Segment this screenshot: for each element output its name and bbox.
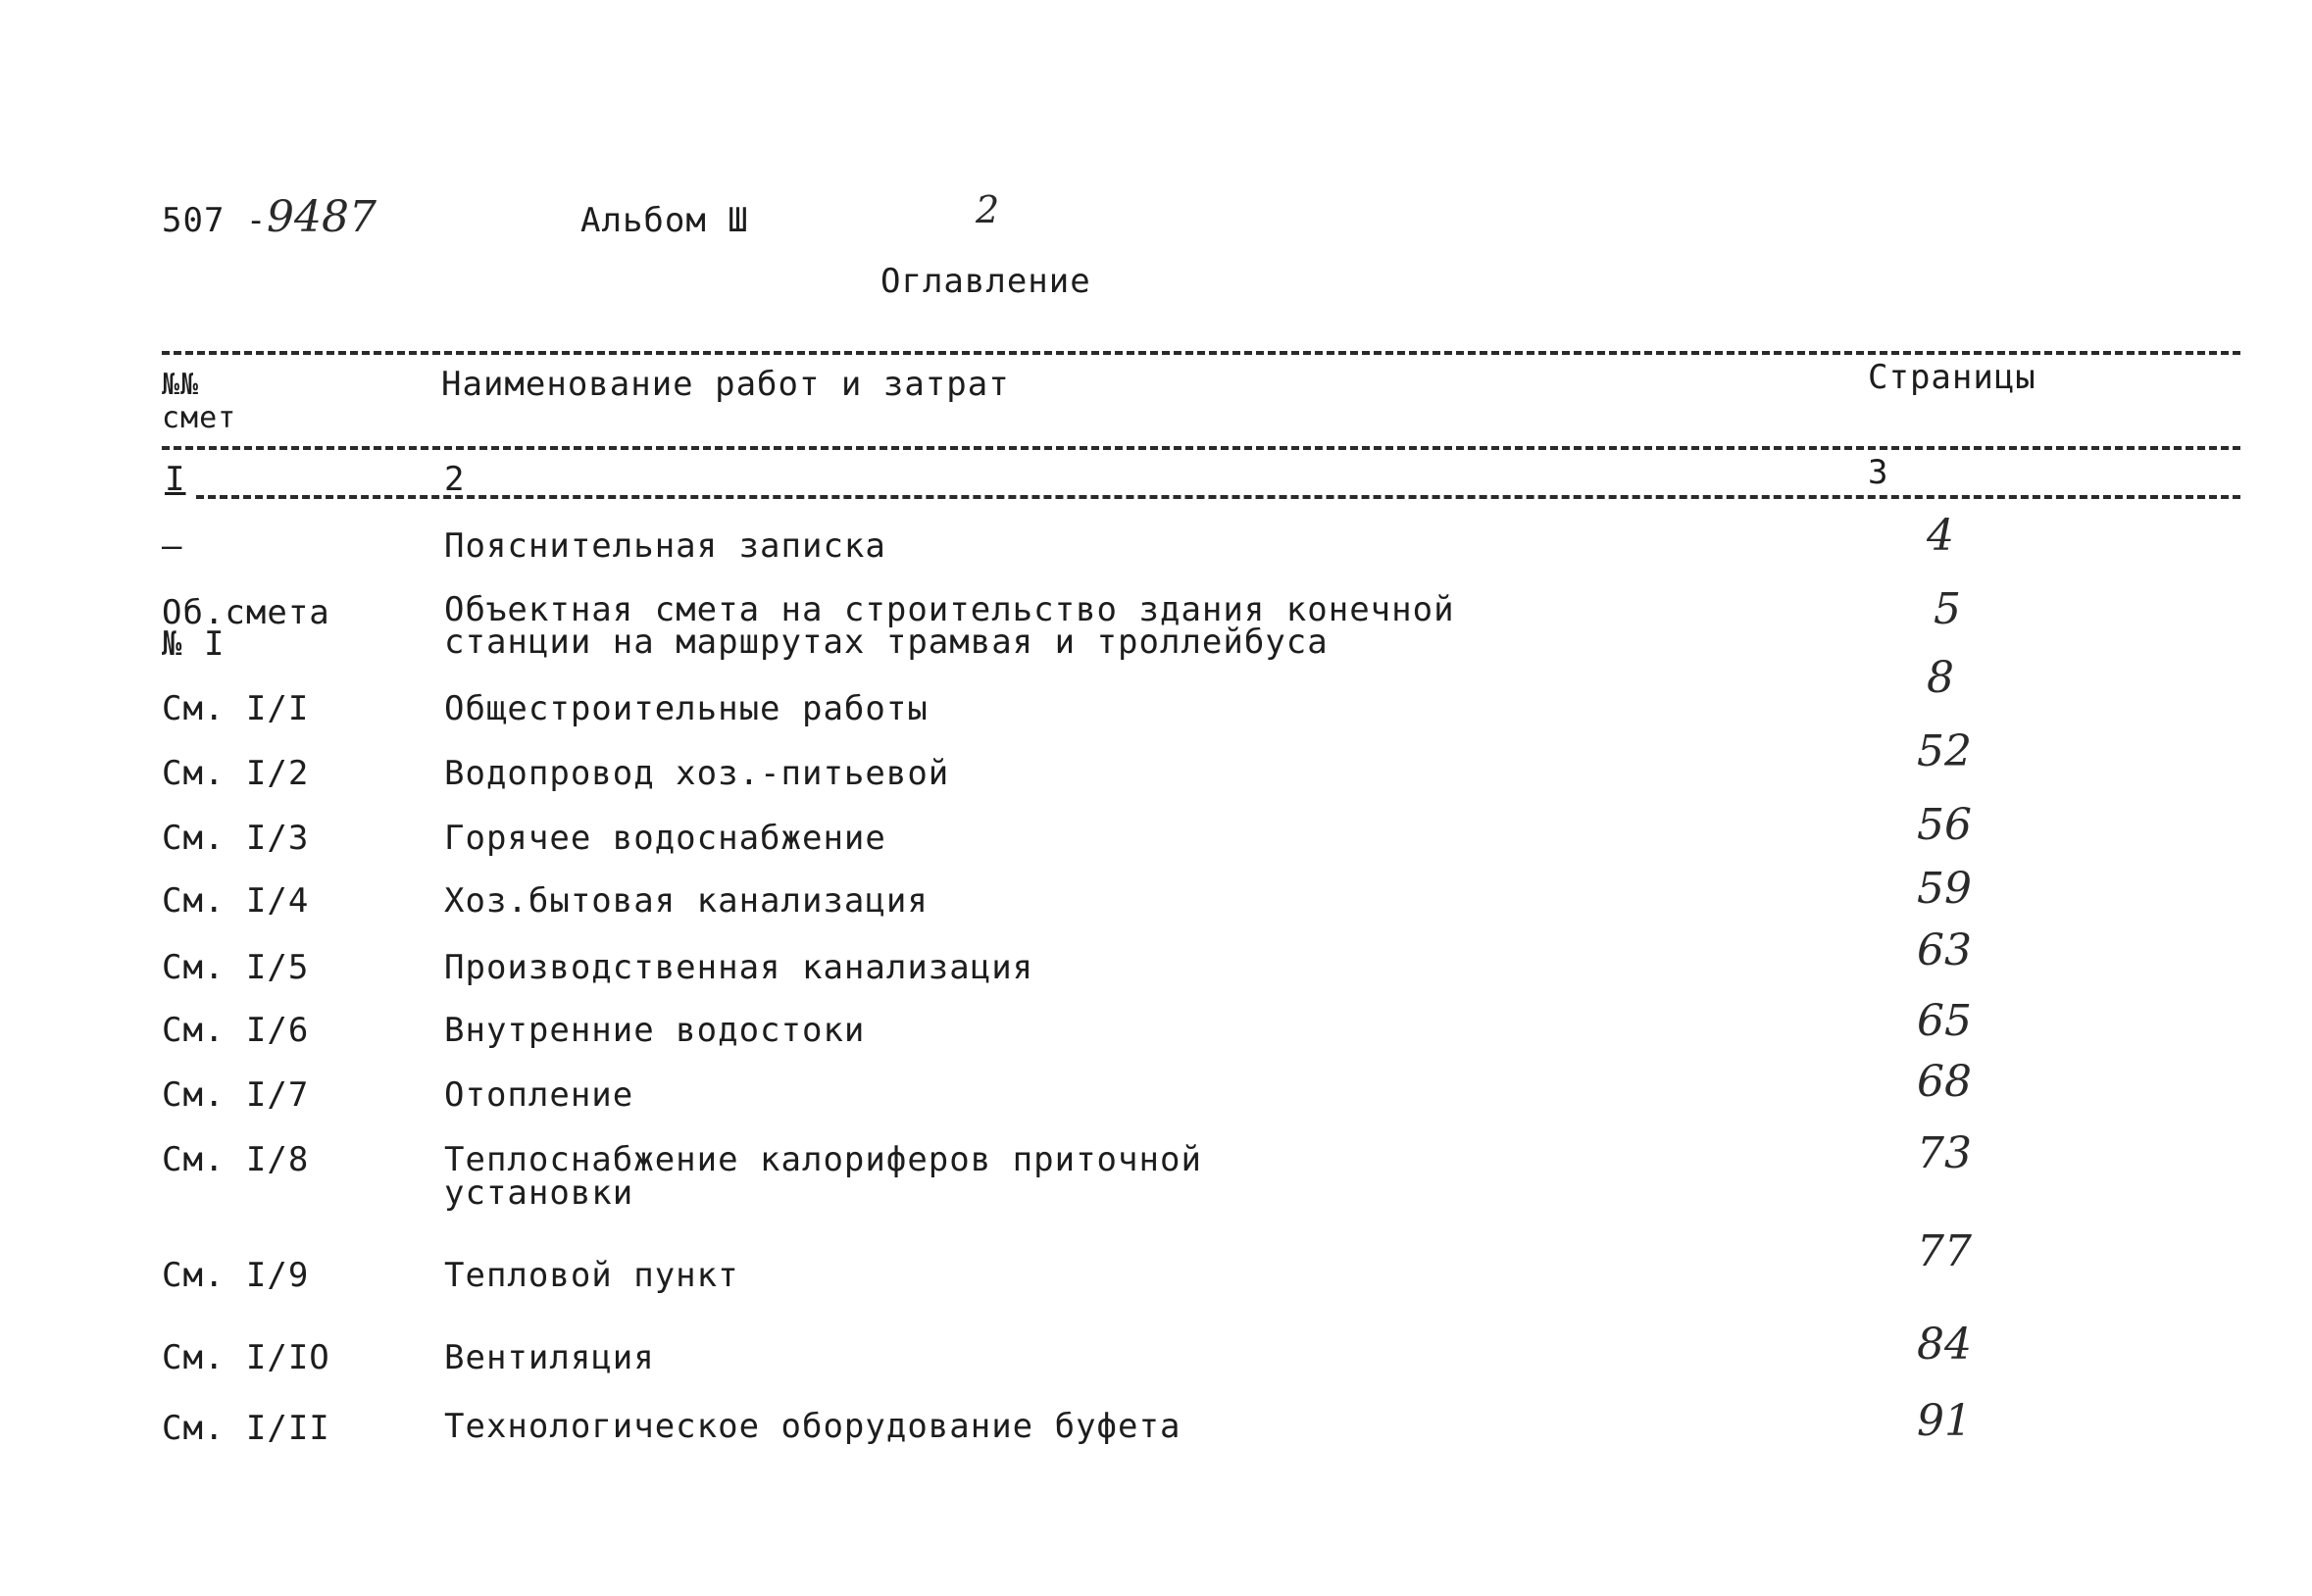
row-page: 68 (1917, 1057, 1972, 1107)
row-code: См. I/II (162, 1409, 330, 1448)
document-number-handwritten: 9487 (267, 192, 377, 242)
row-name: Внутренние водостоки (444, 1011, 866, 1050)
row-name: Теплоснабжение калориферов приточной (444, 1140, 1202, 1179)
column-header-pages: Страницы (1868, 358, 2036, 397)
toc-title: Оглавление (880, 262, 1091, 301)
column-numbers-rule (196, 495, 2240, 499)
row-page: 56 (1917, 800, 1972, 850)
page-number-handwritten: 2 (976, 188, 1000, 231)
row-page: 5 (1934, 584, 1961, 634)
album-label: Альбом Ш (580, 201, 749, 240)
row-page: 59 (1917, 864, 1972, 914)
row-name: Общестроительные работы (444, 689, 929, 728)
row-code: См. I/8 (162, 1140, 310, 1179)
row-code: См. I/3 (162, 819, 310, 858)
row-name: Водопровод хоз.-питьевой (444, 754, 950, 793)
row-name: Пояснительная записка (444, 526, 886, 566)
row-page: 84 (1917, 1320, 1972, 1370)
row-page: 4 (1927, 511, 1954, 561)
row-code: См. I/I (162, 689, 310, 728)
row-code: Об.смета (162, 593, 330, 632)
column-header-name: Наименование работ и затрат (441, 365, 1010, 404)
row-name: Вентиляция (444, 1338, 655, 1377)
row-name: Тепловой пункт (444, 1256, 739, 1295)
document-number-prefix: 507 - (162, 201, 268, 240)
row-code: – (162, 526, 183, 566)
column-header-code-line2: смет (162, 401, 237, 435)
row-name: Производственная канализация (444, 948, 1034, 987)
row-name-line2: установки (444, 1173, 634, 1213)
row-code-line2: № I (162, 624, 226, 664)
column-header-code-line1: №№ (162, 368, 200, 402)
column-number-code: I (165, 460, 186, 499)
table-top-rule (162, 351, 2240, 355)
row-code: См. I/4 (162, 881, 310, 921)
row-name: Хоз.бытовая канализация (444, 881, 929, 921)
row-code: См. I/7 (162, 1075, 310, 1115)
header-bottom-rule (162, 446, 2240, 450)
row-name: Отопление (444, 1075, 634, 1115)
row-page: 91 (1917, 1396, 1972, 1446)
row-name-line2: станции на маршрутах трамвая и троллейбуса (444, 623, 1329, 662)
row-page: 77 (1917, 1226, 1972, 1276)
row-name: Объектная смета на строительство здания конечной (444, 590, 1455, 629)
row-page: 52 (1917, 726, 1972, 776)
row-page: 65 (1917, 996, 1972, 1046)
row-page: 63 (1917, 925, 1972, 975)
row-name: Горячее водоснабжение (444, 819, 886, 858)
column-number-name: 2 (444, 460, 466, 499)
column-number-pages: 3 (1868, 453, 1889, 492)
row-code: См. I/IO (162, 1338, 330, 1377)
row-page: 8 (1927, 653, 1954, 703)
row-code: См. I/2 (162, 754, 310, 793)
row-name: Технологическое оборудование буфета (444, 1407, 1181, 1446)
row-code: См. I/5 (162, 948, 310, 987)
row-code: См. I/6 (162, 1011, 310, 1050)
row-code: См. I/9 (162, 1256, 310, 1295)
row-page: 73 (1917, 1128, 1972, 1178)
